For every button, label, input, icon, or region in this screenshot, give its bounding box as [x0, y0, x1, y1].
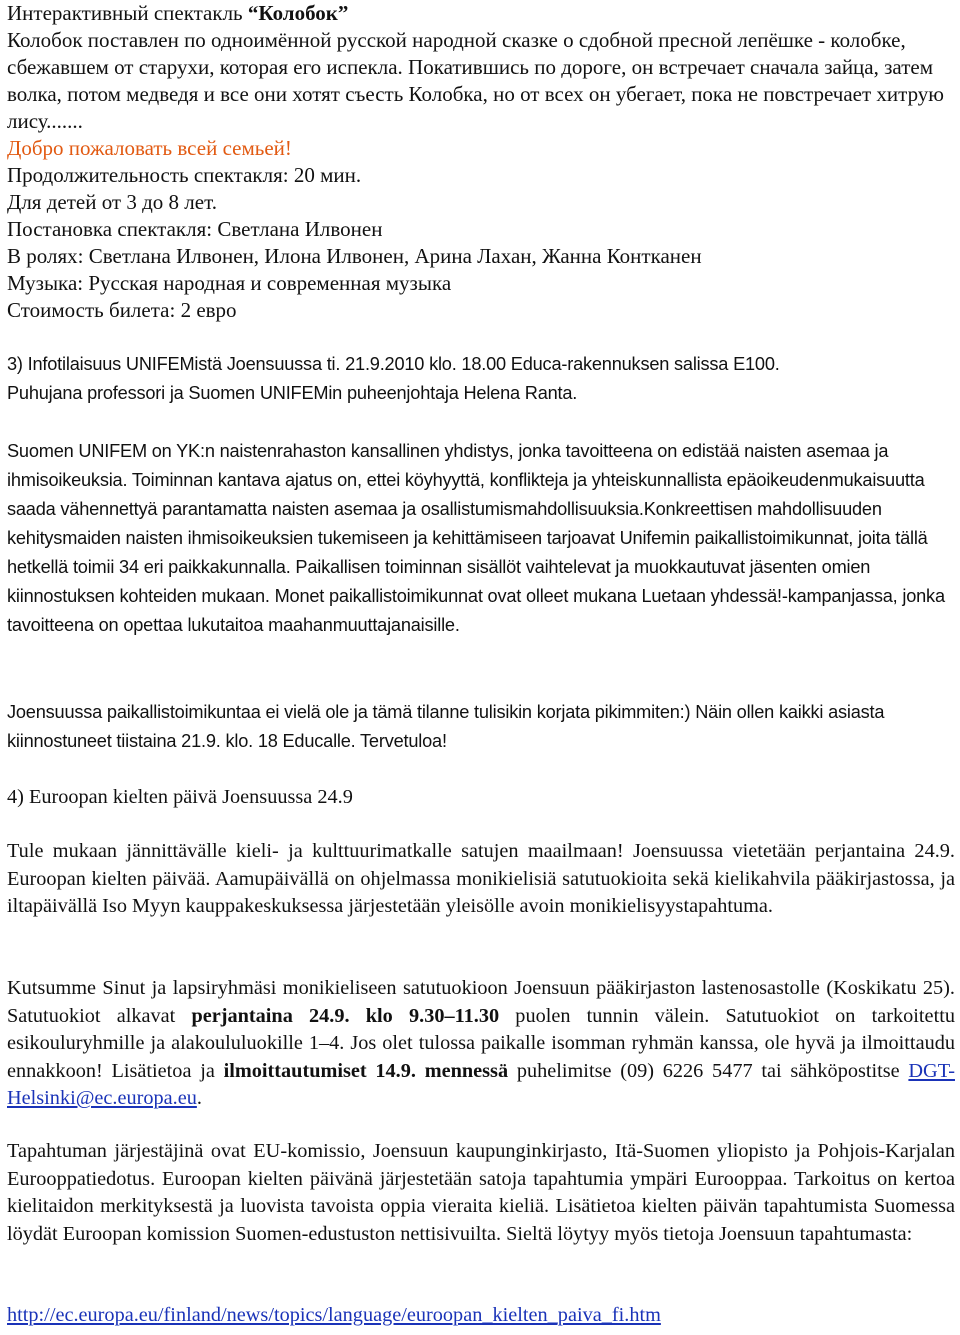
kolobok-title-name: “Колобок” — [247, 1, 349, 25]
unifem-paragraph-2: Joensuussa paikallistoimikuntaa ei vielä ole ja tämä tilanne tulisikin korjata pikimmiten:) Näin ollen kaikki asiasta kiinnostuneet tiistaina 21.9. klo. 18 Educalle. Tervetuloa! — [7, 702, 885, 751]
email-link[interactable]: DGT-Helsinki@ec.europa.eu — [7, 1059, 955, 1109]
kolobok-title — [7, 0, 955, 27]
invite-text-1: Kutsumme Sinut ja lapsiryhmäsi monikieliseen satutuokioon Joensuun pääkirjaston lastenosastolle (Koskikatu 25). Satutuokiot alkavat — [7, 977, 955, 1027]
kolobok-cast: В ролях: Светлана Илвонен, Илона Илвонен, Арина Лахан, Жанна Контканен — [7, 244, 702, 268]
kolobok-director: Постановка спектакля: Светлана Илвонен — [7, 217, 383, 241]
kolobok-section — [7, 0, 955, 324]
languages-day-organizers: Tapahtuman järjestäjinä ovat EU-komissio, Joensuun kaupunginkirjasto, Itä-Suomen yliopisto ja Pohjois-Karjalan Eurooppatiedotus. Euroopan kielten päivänä järjestetään satoja tapahtumia ympäri Eurooppaa. Tarkoitus on kertoa kielitaidon merkityksestä ja luovista tavoista oppia vieraita kieliä. Lisätietoa kielten päivän tapahtumista Suomessa löydät Euroopan komission Suomen-edustuston nettisivuilta. Sieltä löytyy myös tietoja Joensuun tapahtumasta: — [7, 1140, 955, 1245]
unifem-speaker: Puhujana professori ja Suomen UNIFEMin puheenjohtaja Helena Ranta. — [7, 383, 578, 403]
kolobok-price: Стоимость билета: 2 евро — [7, 298, 237, 322]
kolobok-welcome: Добро пожаловать всей семьей! — [7, 136, 292, 160]
invite-text-4: . — [196, 1087, 202, 1109]
europa-url-link[interactable]: http://ec.europa.eu/finland/news/topics/language/euroopan_kielten_paiva_fi.htm — [7, 1304, 661, 1326]
invite-text-3: puhelimitse (09) 6226 5477 tai sähköpostitse — [508, 1059, 909, 1082]
unifem-paragraph-1: Suomen UNIFEM on YK:n naistenrahaston kansallinen yhdistys, jonka tavoitteena on edistää naisten asemaa ja ihmisoikeuksia. Toiminnan kantava ajatus on, ettei köyhyyttä, konflikteja ja yhteiskunnallista epäoikeudenmukaisuutta saada vähennettyä parantamatta naisten asemaa ja osallistumismahdollisuuksia.Konkreettisen mahdollisuuden kehitysmaiden naisten ihmisoikeuksien tukemiseen ja kehittämiseen tarjoavat Unifemin paikallistoimikunnat, joita tällä hetkellä toimii 34 eri paikkakunnalla. Paikallisen toiminnan sisällöt vaihtelevat ja muokkautuvat jäsenten omien kiinnostuksen kohteiden mukaan. Monet paikallistoimikunnat ovat olleet mukana Luetaan yhdessä!-kampanjassa, jonka tavoitteena on opettaa lukutaitoa maahanmuuttajanaisille. — [7, 441, 945, 635]
invite-time: perjantaina 24.9. klo 9.30–11.30 — [191, 1004, 500, 1027]
languages-day-heading: 4) Euroopan kielten päivä Joensuussa 24.9 — [7, 786, 353, 808]
kolobok-duration: Продолжительность спектакля: 20 мин. — [7, 163, 362, 187]
unifem-heading: 3) Infotilaisuus UNIFEMistä Joensuussa ti. 21.9.2010 klo. 18.00 Educa-rakennuksen salissa E100. — [7, 354, 780, 374]
invite-deadline: ilmoittautumiset 14.9. mennessä — [223, 1059, 509, 1082]
kolobok-title-prefix: Интерактивный спектакль — [7, 1, 248, 25]
invite-text-2: puolen tunnin välein. Satutuokiot on tarkoitettu esikouluryhmille ja alakoululuokille 1–4. Jos olet tulossa paikalle isomman ryhmän kanssa, ole hyvä ja ilmoittaudu ennakkoon! Lisätietoa ja — [7, 1004, 955, 1082]
kolobok-description: Колобок поставлен по одноимённой русской народной сказке о сдобной пресной лепёшке - колобке, сбежавшем от старухи, которая его испекла. Покатившись по дороге, он встречает сначала зайца, затем волка, потом медведя и все они хотят съесть Колобка, но от всех он убегает, пока не повстречает хитрую лису....... — [7, 28, 944, 133]
unifem-section — [7, 350, 955, 408]
languages-day-invite — [7, 975, 955, 1113]
languages-day-intro: Tule mukaan jännittävälle kieli- ja kulttuurimatkalle satujen maailmaan! Joensuussa vietetään perjantaina 24.9. Euroopan kielten päivää. Aamupäivällä on ohjelmassa monikielisiä satutuokioita sekä kielikahvila pääkirjastossa, ja iltapäivällä Iso Myyn kauppakeskuksessa järjestetään yleisölle avoin monikielisyystapahtuma. — [7, 840, 955, 917]
languages-day-url-block — [7, 1302, 955, 1330]
kolobok-age: Для детей от 3 до 8 лет. — [7, 190, 217, 214]
kolobok-music: Музыка: Русская народная и современная музыка — [7, 271, 452, 295]
